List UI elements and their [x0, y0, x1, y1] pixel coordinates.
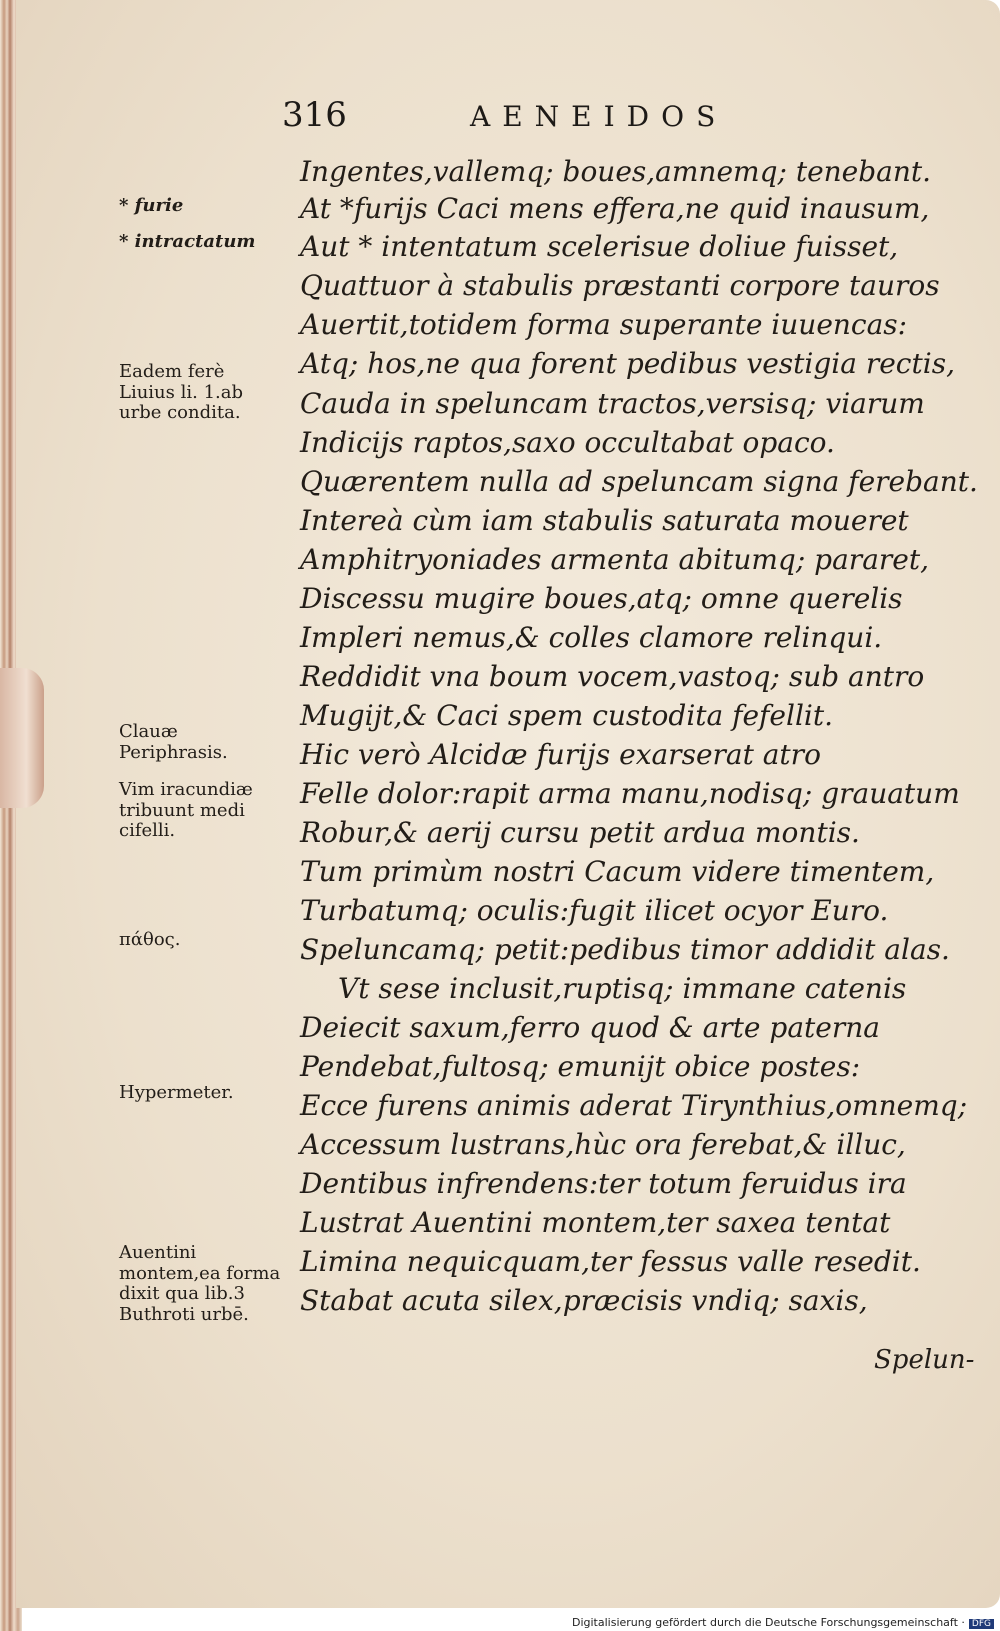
verse-line: At *furijs Caci mens effera,ne quid inausum, — [300, 192, 930, 225]
margin-note: * intractatum — [119, 231, 256, 252]
verse-line: Quærentem nulla ad speluncam signa ferebant. — [300, 465, 978, 498]
verse-line: Reddidit vna boum vocem,vastoq; sub antro — [300, 660, 925, 693]
verse-line: Vt sese inclusit,ruptisq; immane catenis — [338, 972, 907, 1005]
verse-line: Robur,& aerij cursu petit ardua montis. — [300, 816, 860, 849]
verse-line: Speluncamq; petit:pedibus timor addidit alas. — [300, 933, 950, 966]
verse-line: Quattuor à stabulis præstanti corpore tauros — [300, 269, 940, 302]
verse-line: Auertit,totidem forma superante iuuencas: — [300, 308, 908, 341]
verse-line: Pendebat,fultosq; emunijt obice postes: — [300, 1050, 861, 1083]
verse-line: Cauda in speluncam tractos,versisq; viarum — [300, 387, 925, 420]
verse-line: Intereà cùm iam stabulis saturata moueret — [300, 504, 909, 537]
margin-note: * furie — [119, 195, 184, 216]
verse-line: Indicijs raptos,saxo occultabat opaco. — [300, 426, 835, 459]
verse-line: Dentibus infrendens:ter totum feruidus ira — [300, 1167, 907, 1200]
verse-line: Lustrat Auentini montem,ter saxea tentat — [300, 1206, 891, 1239]
verse-line: Ecce furens animis aderat Tirynthius,omnemq; — [300, 1089, 968, 1122]
verse-line: Impleri nemus,& colles clamore relinqui. — [300, 621, 883, 654]
verse-line: Tum primùm nostri Cacum videre timentem, — [300, 855, 935, 888]
verse-line: Felle dolor:rapit arma manu,nodisq; grauatum — [300, 777, 960, 810]
verse-line: Mugijt,& Caci spem custodita fefellit. — [300, 699, 834, 732]
margin-note: Hypermeter. — [119, 1082, 234, 1103]
verse-line: Turbatumq; oculis:fugit ilicet ocyor Euro. — [300, 894, 889, 927]
verse-line: Stabat acuta silex,præcisis vndiq; saxis, — [300, 1284, 868, 1317]
dfg-logo: DFG — [969, 1619, 994, 1629]
verse-line: Amphitryoniades armenta abitumq; pararet, — [300, 543, 929, 576]
verse-line: Discessu mugire boues,atq; omne querelis — [300, 582, 903, 615]
verse-line: Deiecit saxum,ferro quod & arte paterna — [300, 1011, 880, 1044]
verse-line: Hic verò Alcidæ furijs exarserat atro — [300, 738, 821, 771]
margin-note: Vim iracundiæ tribuunt medi cifelli. — [119, 779, 253, 842]
margin-note: πάθος. — [119, 929, 181, 950]
margin-note: Auentini montem,ea forma dixit qua lib.3 Buthroti urbē. — [119, 1242, 281, 1326]
verse-line: Limina nequicquam,ter fessus valle resedit. — [300, 1245, 921, 1278]
verse-line: Atq; hos,ne qua forent pedibus vestigia rectis, — [300, 347, 955, 380]
running-title: AENEIDOS — [470, 100, 728, 133]
digitization-credit — [572, 1616, 994, 1629]
page-number: 316 — [282, 95, 347, 135]
margin-note: Eadem ferè Liuius li. 1.ab urbe condita. — [119, 361, 243, 424]
running-head — [0, 95, 1000, 145]
verse-line: Ingentes,vallemq; boues,amnemq; tenebant. — [300, 155, 932, 188]
verse-line: Aut * intentatum scelerisue doliue fuisset, — [300, 230, 899, 263]
page-tab — [0, 668, 44, 808]
catchword: Spelun- — [874, 1345, 975, 1375]
margin-note: Clauæ Periphrasis. — [119, 721, 228, 763]
verse-line: Accessum lustrans,hùc ora ferebat,& illuc, — [300, 1128, 906, 1161]
credit-text: Digitalisierung gefördert durch die Deutsche Forschungsgemeinschaft · — [571, 1616, 965, 1629]
